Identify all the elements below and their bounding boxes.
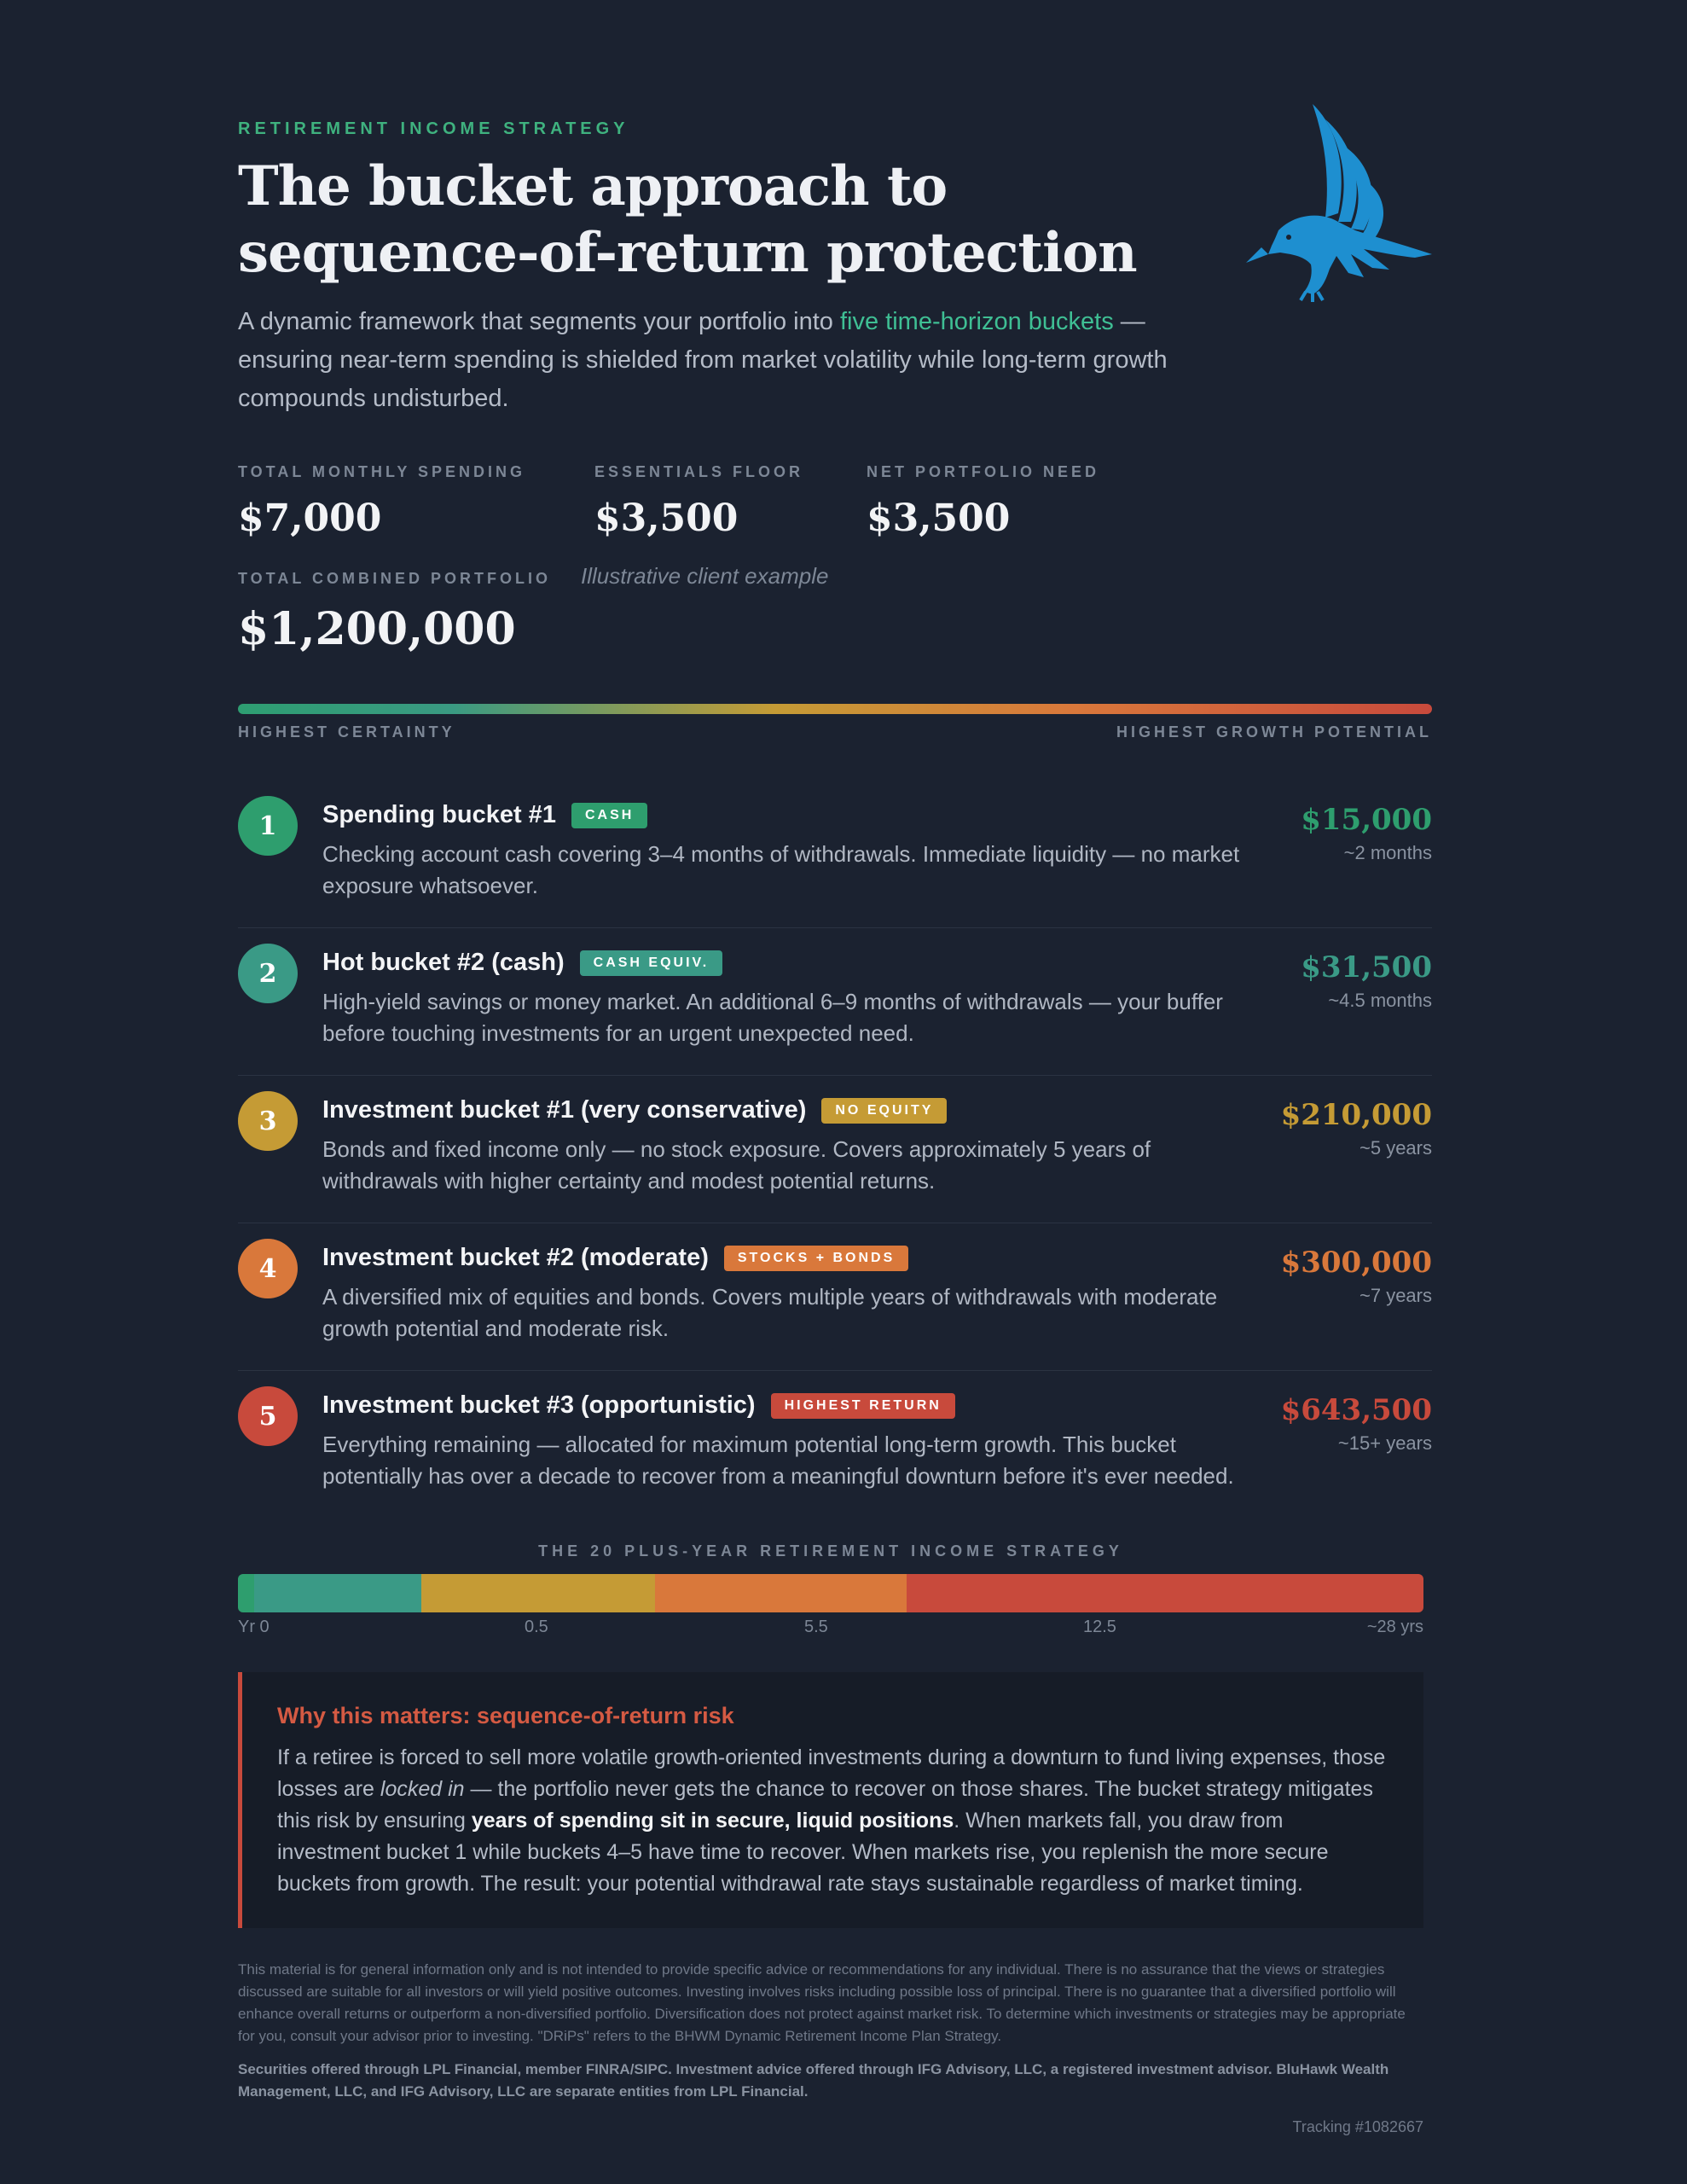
bucket-number-badge: 4 (238, 1239, 298, 1298)
tracking-number: Tracking #1082667 (1292, 2118, 1423, 2135)
bucket-row (238, 781, 1432, 928)
bucket-tag: CASH EQUIV. (580, 950, 723, 976)
bucket-amount: $210,000 (1280, 1098, 1432, 1132)
certainty-label: HIGHEST CERTAINTY (238, 723, 455, 741)
bucket-heading (322, 1244, 908, 1272)
bucket-number-badge: 3 (238, 1091, 298, 1151)
timeline-bar (238, 1574, 1423, 1612)
bucket-horizon: ~7 years (1359, 1285, 1432, 1306)
intro-highlight: five time-horizon buckets (839, 308, 1114, 335)
bucket-heading (322, 949, 722, 977)
bucket-heading (322, 1391, 955, 1420)
bucket-horizon: ~2 months (1343, 842, 1432, 863)
stat-value: $3,500 (867, 497, 1011, 540)
bucket-amount: $31,500 (1301, 950, 1432, 985)
timeline-tick: 12.5 (1083, 1618, 1116, 1636)
bucket-heading (322, 801, 647, 829)
timeline-tick: 5.5 (804, 1618, 828, 1636)
stat-value: $7,000 (238, 497, 382, 540)
bucket-row (238, 1371, 1432, 1519)
bucket-amount: $643,500 (1280, 1393, 1432, 1427)
callout-body (277, 1742, 1386, 1900)
callout-text: If a retiree is forced to sell more volatile growth-oriented investments during a downturn to fund living expenses, those losses are (277, 1745, 1386, 1801)
bucket-number-badge: 5 (238, 1386, 298, 1446)
bucket-name: Spending bucket #1 (322, 801, 556, 828)
bucket-description: Checking account cash covering 3–4 months of withdrawals. Immediate liquidity — no market exposure whatsoever. (322, 841, 1240, 898)
timeline-segment (421, 1574, 655, 1612)
bucket-number-badge: 2 (238, 944, 298, 1003)
risk-callout (238, 1672, 1423, 1928)
bucket-horizon: ~4.5 months (1328, 990, 1432, 1011)
stat-label: ESSENTIALS FLOOR (594, 463, 804, 480)
bucket-tag: NO EQUITY (821, 1098, 947, 1124)
bucket-tag: HIGHEST RETURN (771, 1393, 955, 1419)
intro-text-b: — ensuring near-term spending is shielded from market volatility while long-term growth compounds undisturbed. (238, 308, 1168, 412)
timeline-tick: Yr 0 (238, 1618, 270, 1636)
bucket-amount: $300,000 (1280, 1246, 1432, 1280)
callout-text: — the portfolio never gets the chance to recover on those shares. The bucket strategy mitigates this risk by ensuring (277, 1777, 1373, 1833)
bucket-description: Everything remaining — allocated for maximum potential long-term growth. This bucket potentially has over a decade to recover from a meaningful downturn before it's ever needed. (322, 1432, 1234, 1489)
title-line-2: sequence-of-return protection (238, 221, 1137, 285)
bucket-name: Investment bucket #1 (very conservative) (322, 1096, 807, 1124)
timeline-segment (907, 1574, 1423, 1612)
timeline-segment (254, 1574, 421, 1612)
stat-net-portfolio-need (867, 463, 1099, 540)
growth-label: HIGHEST GROWTH POTENTIAL (1116, 723, 1432, 741)
bucket-name: Investment bucket #3 (opportunistic) (322, 1391, 756, 1419)
timeline-title: THE 20 PLUS-YEAR RETIREMENT INCOME STRATEGY (538, 1542, 1123, 1560)
example-note: Illustrative client example (581, 563, 829, 589)
stat-label: TOTAL MONTHLY SPENDING (238, 463, 526, 480)
timeline-tick: ~28 yrs (1366, 1618, 1423, 1636)
callout-emphasis: locked in (380, 1777, 465, 1801)
callout-heading: Why this matters: sequence-of-return risk (277, 1703, 734, 1728)
bucket-description: High-yield savings or money market. An additional 6–9 months of withdrawals — your buffer before touching investments for an urgent unexpected need. (322, 989, 1223, 1046)
bucket-row (238, 1223, 1432, 1371)
stat-combined-portfolio (238, 570, 551, 655)
bucket-tag: STOCKS + BONDS (724, 1246, 908, 1271)
timeline-segment (655, 1574, 907, 1612)
stat-value: $1,200,000 (238, 603, 516, 655)
bucket-row (238, 1076, 1432, 1223)
stat-monthly-spending (238, 463, 525, 540)
title-line-1: The bucket approach to (238, 154, 948, 218)
stat-essentials-floor (594, 463, 803, 540)
timeline-segment (238, 1574, 254, 1612)
eyebrow: RETIREMENT INCOME STRATEGY (238, 119, 629, 138)
bucket-tag: CASH (571, 803, 647, 828)
bucket-name: Hot bucket #2 (cash) (322, 949, 565, 976)
stat-value: $3,500 (594, 497, 739, 540)
page-title (238, 154, 1176, 287)
certainty-growth-gradient (238, 704, 1432, 714)
disclaimer: This material is for general information only and is not intended to provide specific advice or recommendations for any individual. There is no assurance that the views or strategies discussed are suitable for all investors or will yield positive outcomes. Investing involves risks including possible loss of principal. There is no guarantee that a diversified portfolio will enhance overall returns or outperform a non-diversified portfolio. Diversification does not protect against market risk. To determine which investments or strategies may be appropriate for you, consult your advisor prior to investing. "DRiPs" refers to the BHWM Dynamic Retirement Income Plan Strategy. (238, 1961, 1406, 2044)
securities-disclosure: Securities offered through LPL Financial, member FINRA/SIPC. Investment advice offered through IFG Advisory, LLC, a registered investment advisor. BluHawk Wealth Management, LLC, and IFG Advisory, LLC are separate entities from LPL Financial. (238, 2061, 1389, 2100)
callout-text: . When markets fall, you draw from investment bucket 1 while buckets 4–5 have time to recover. When markets rise, you replenish the more secure buckets from growth. The result: your potential withdrawal rate stays sustainable regardless of market timing. (277, 1809, 1329, 1896)
bucket-heading (322, 1096, 947, 1124)
bucket-amount: $15,000 (1301, 803, 1432, 837)
bucket-name: Investment bucket #2 (moderate) (322, 1244, 709, 1271)
bucket-number-badge: 1 (238, 796, 298, 856)
bucket-description: A diversified mix of equities and bonds. Covers multiple years of withdrawals with moderate growth potential and moderate risk. (322, 1284, 1218, 1341)
intro-paragraph (238, 303, 1193, 418)
stat-label: TOTAL COMBINED PORTFOLIO (238, 570, 551, 587)
timeline-tick: 0.5 (525, 1618, 548, 1636)
bucket-horizon: ~15+ years (1337, 1432, 1432, 1454)
intro-text-a: A dynamic framework that segments your portfolio into (238, 308, 840, 335)
eagle-icon (1244, 102, 1432, 303)
stat-label: NET PORTFOLIO NEED (867, 463, 1100, 480)
bucket-description: Bonds and fixed income only — no stock exposure. Covers approximately 5 years of withdrawals with higher certainty and modest potential returns. (322, 1136, 1151, 1194)
bucket-row (238, 928, 1432, 1076)
callout-strong: years of spending sit in secure, liquid positions (471, 1809, 954, 1833)
bucket-horizon: ~5 years (1359, 1137, 1432, 1159)
